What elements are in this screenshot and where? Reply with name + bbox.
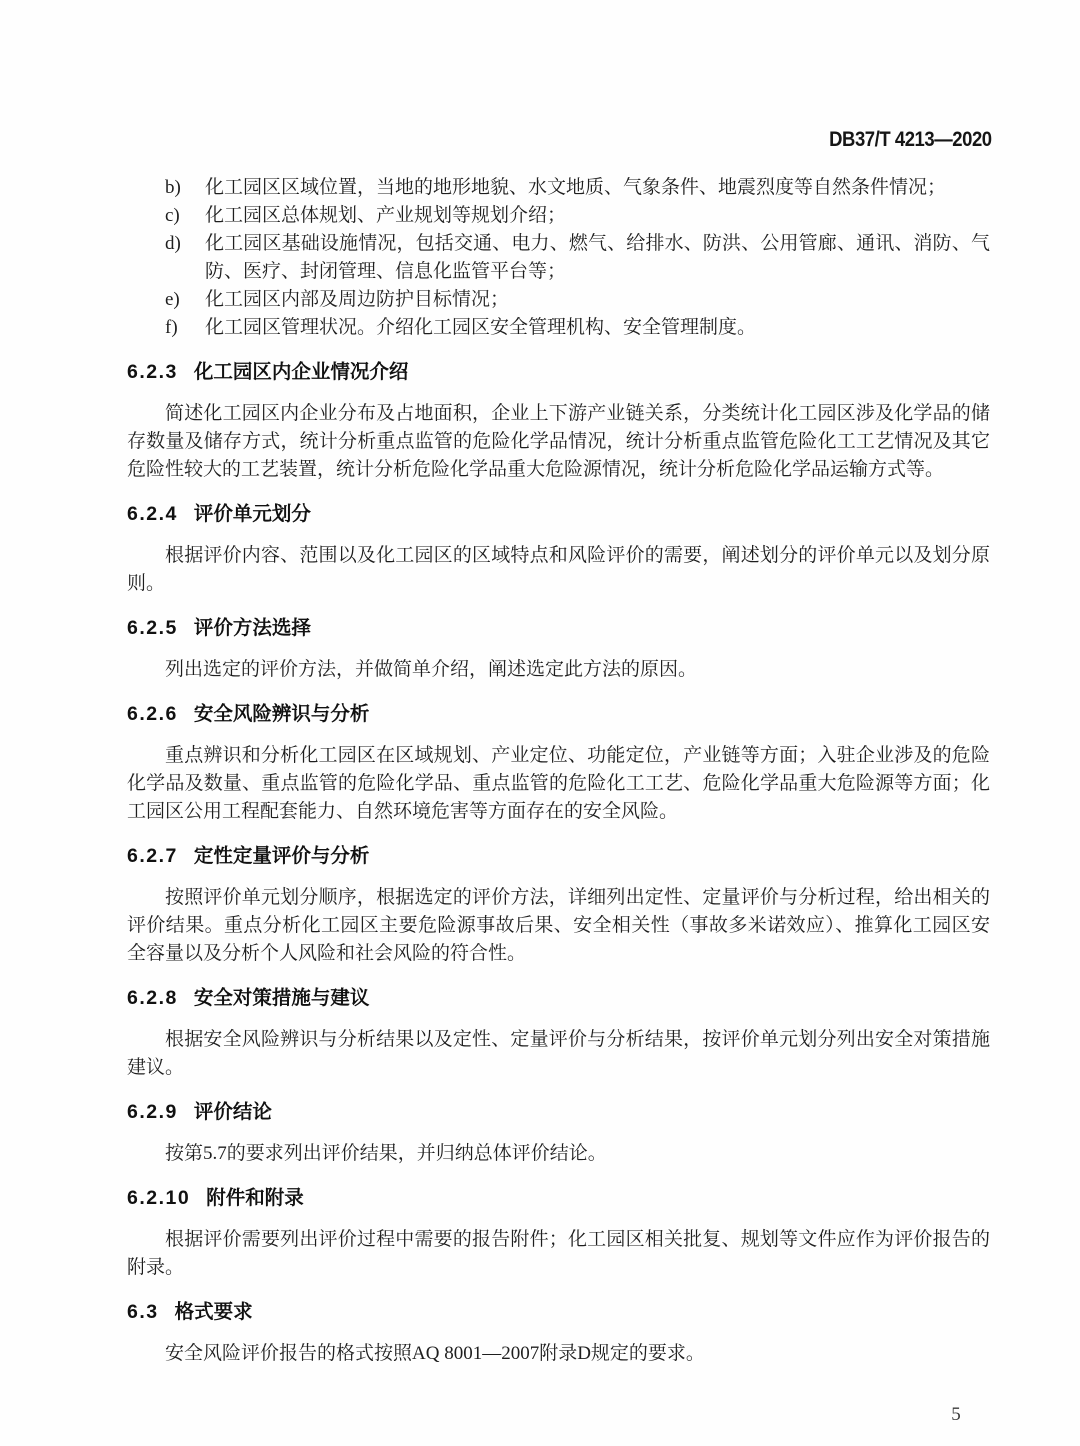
paragraph-line: 评价结果。重点分析化工园区主要危险源事故后果、安全相关性（事故多米诺效应）、推算化工园区安 bbox=[127, 915, 990, 936]
section-heading bbox=[127, 358, 990, 386]
document-body bbox=[127, 174, 990, 1368]
paragraph-line: 全容量以及分析个人风险和社会风险的符合性。 bbox=[127, 943, 527, 964]
section-title: 附件和附录 bbox=[206, 1187, 304, 1209]
section-heading bbox=[127, 500, 990, 528]
section-heading bbox=[127, 1098, 990, 1126]
section-number: 6.2.4 bbox=[127, 503, 178, 525]
list-item bbox=[127, 286, 990, 314]
list-item-line: 化工园区总体规划、产业规划等规划介绍； bbox=[205, 205, 567, 226]
paragraph-line: 根据评价内容、范围以及化工园区的区域特点和风险评价的需要，阐述划分的评价单元以及划分原 bbox=[165, 545, 990, 566]
paragraph bbox=[127, 1340, 990, 1368]
list-item-marker: d) bbox=[165, 233, 181, 254]
section-number: 6.2.10 bbox=[127, 1187, 191, 1209]
section-heading bbox=[127, 984, 990, 1012]
section-heading bbox=[127, 700, 990, 728]
paragraph-line: 列出选定的评价方法，并做简单介绍，阐述选定此方法的原因。 bbox=[165, 659, 698, 680]
section-title: 格式要求 bbox=[174, 1301, 253, 1323]
section-number: 6.2.6 bbox=[127, 703, 178, 725]
list-item-line: 防、医疗、封闭管理、信息化监管平台等； bbox=[205, 261, 567, 282]
section-number: 6.3 bbox=[127, 1301, 159, 1323]
list-item-line: 化工园区管理状况。介绍化工园区安全管理机构、安全管理制度。 bbox=[205, 317, 757, 338]
section-heading bbox=[127, 614, 990, 642]
list-item-marker: b) bbox=[165, 177, 181, 198]
paragraph-line: 按照评价单元划分顺序，根据选定的评价方法，详细列出定性、定量评价与分析过程，给出相关的 bbox=[165, 887, 990, 908]
paragraph-line: 危险性较大的工艺装置，统计分析危险化学品重大危险源情况，统计分析危险化学品运输方式等。 bbox=[127, 459, 945, 480]
paragraph-line: 附录。 bbox=[127, 1257, 185, 1278]
section-6-2-5 bbox=[127, 614, 990, 684]
list-item bbox=[127, 230, 990, 286]
list-item-line: 化工园区区域位置，当地的地形地貌、水文地质、气象条件、地震烈度等自然条件情况； bbox=[205, 177, 947, 198]
section-6-3 bbox=[127, 1298, 990, 1368]
section-6-2-4 bbox=[127, 500, 990, 598]
paragraph-line: 建议。 bbox=[127, 1057, 185, 1078]
list-item bbox=[127, 202, 990, 230]
list-item-line: 化工园区基础设施情况，包括交通、电力、燃气、给排水、防洪、公用管廊、通讯、消防、气 bbox=[205, 233, 990, 254]
list-item bbox=[127, 174, 990, 202]
paragraph bbox=[127, 1140, 990, 1168]
section-title: 安全风险辨识与分析 bbox=[193, 703, 370, 725]
section-title: 化工园区内企业情况介绍 bbox=[193, 361, 409, 383]
section-number: 6.2.5 bbox=[127, 617, 178, 639]
clause-list bbox=[127, 174, 990, 342]
section-title: 定性定量评价与分析 bbox=[193, 845, 370, 867]
section-number: 6.2.9 bbox=[127, 1101, 178, 1123]
list-item-line: 化工园区内部及周边防护目标情况； bbox=[205, 289, 510, 310]
section-title: 评价单元划分 bbox=[193, 503, 311, 525]
paragraph-line: 安全风险评价报告的格式按照AQ 8001—2007附录D规定的要求。 bbox=[165, 1343, 705, 1364]
section-heading bbox=[127, 1184, 990, 1212]
section-number: 6.2.3 bbox=[127, 361, 178, 383]
paragraph bbox=[127, 1226, 990, 1282]
section-heading bbox=[127, 842, 990, 870]
paragraph-line: 则。 bbox=[127, 573, 166, 594]
paragraph-line: 化学品及数量、重点监管的危险化学品、重点监管的危险化工工艺、危险化学品重大危险源等方面；化 bbox=[127, 773, 990, 794]
section-heading bbox=[127, 1298, 990, 1326]
section-6-2-6 bbox=[127, 700, 990, 826]
paragraph-line: 重点辨识和分析化工园区在区域规划、产业定位、功能定位，产业链等方面；入驻企业涉及的危险 bbox=[165, 745, 990, 766]
section-6-2-9 bbox=[127, 1098, 990, 1168]
paragraph bbox=[127, 400, 990, 484]
page-number: 5 bbox=[951, 1404, 961, 1425]
paragraph bbox=[127, 1026, 990, 1082]
section-title: 评价方法选择 bbox=[193, 617, 311, 639]
standard-number: DB37/T 4213—2020 bbox=[829, 128, 992, 151]
section-number: 6.2.8 bbox=[127, 987, 178, 1009]
list-item-marker: c) bbox=[165, 205, 180, 226]
paragraph bbox=[127, 742, 990, 826]
section-6-2-3 bbox=[127, 358, 990, 484]
section-number: 6.2.7 bbox=[127, 845, 178, 867]
paragraph bbox=[127, 884, 990, 968]
paragraph-line: 根据安全风险辨识与分析结果以及定性、定量评价与分析结果，按评价单元划分列出安全对策措施 bbox=[165, 1029, 990, 1050]
section-6-2-8 bbox=[127, 984, 990, 1082]
section-6-2-7 bbox=[127, 842, 990, 968]
paragraph bbox=[127, 542, 990, 598]
section-6-2-10 bbox=[127, 1184, 990, 1282]
paragraph-line: 根据评价需要列出评价过程中需要的报告附件；化工园区相关批复、规划等文件应作为评价报告的 bbox=[165, 1229, 990, 1250]
section-title: 安全对策措施与建议 bbox=[193, 987, 370, 1009]
paragraph-line: 按第5.7的要求列出评价结果，并归纳总体评价结论。 bbox=[165, 1143, 607, 1164]
list-item bbox=[127, 314, 990, 342]
section-title: 评价结论 bbox=[193, 1101, 272, 1123]
paragraph-line: 简述化工园区内企业分布及占地面积，企业上下游产业链关系，分类统计化工园区涉及化学品的储 bbox=[165, 403, 990, 424]
paragraph-line: 工园区公用工程配套能力、自然环境危害等方面存在的安全风险。 bbox=[127, 801, 679, 822]
paragraph bbox=[127, 656, 990, 684]
list-item-marker: f) bbox=[165, 317, 178, 338]
list-item-marker: e) bbox=[165, 289, 180, 310]
paragraph-line: 存数量及储存方式，统计分析重点监管的危险化学品情况，统计分析重点监管危险化工工艺情况及其它 bbox=[127, 431, 990, 452]
